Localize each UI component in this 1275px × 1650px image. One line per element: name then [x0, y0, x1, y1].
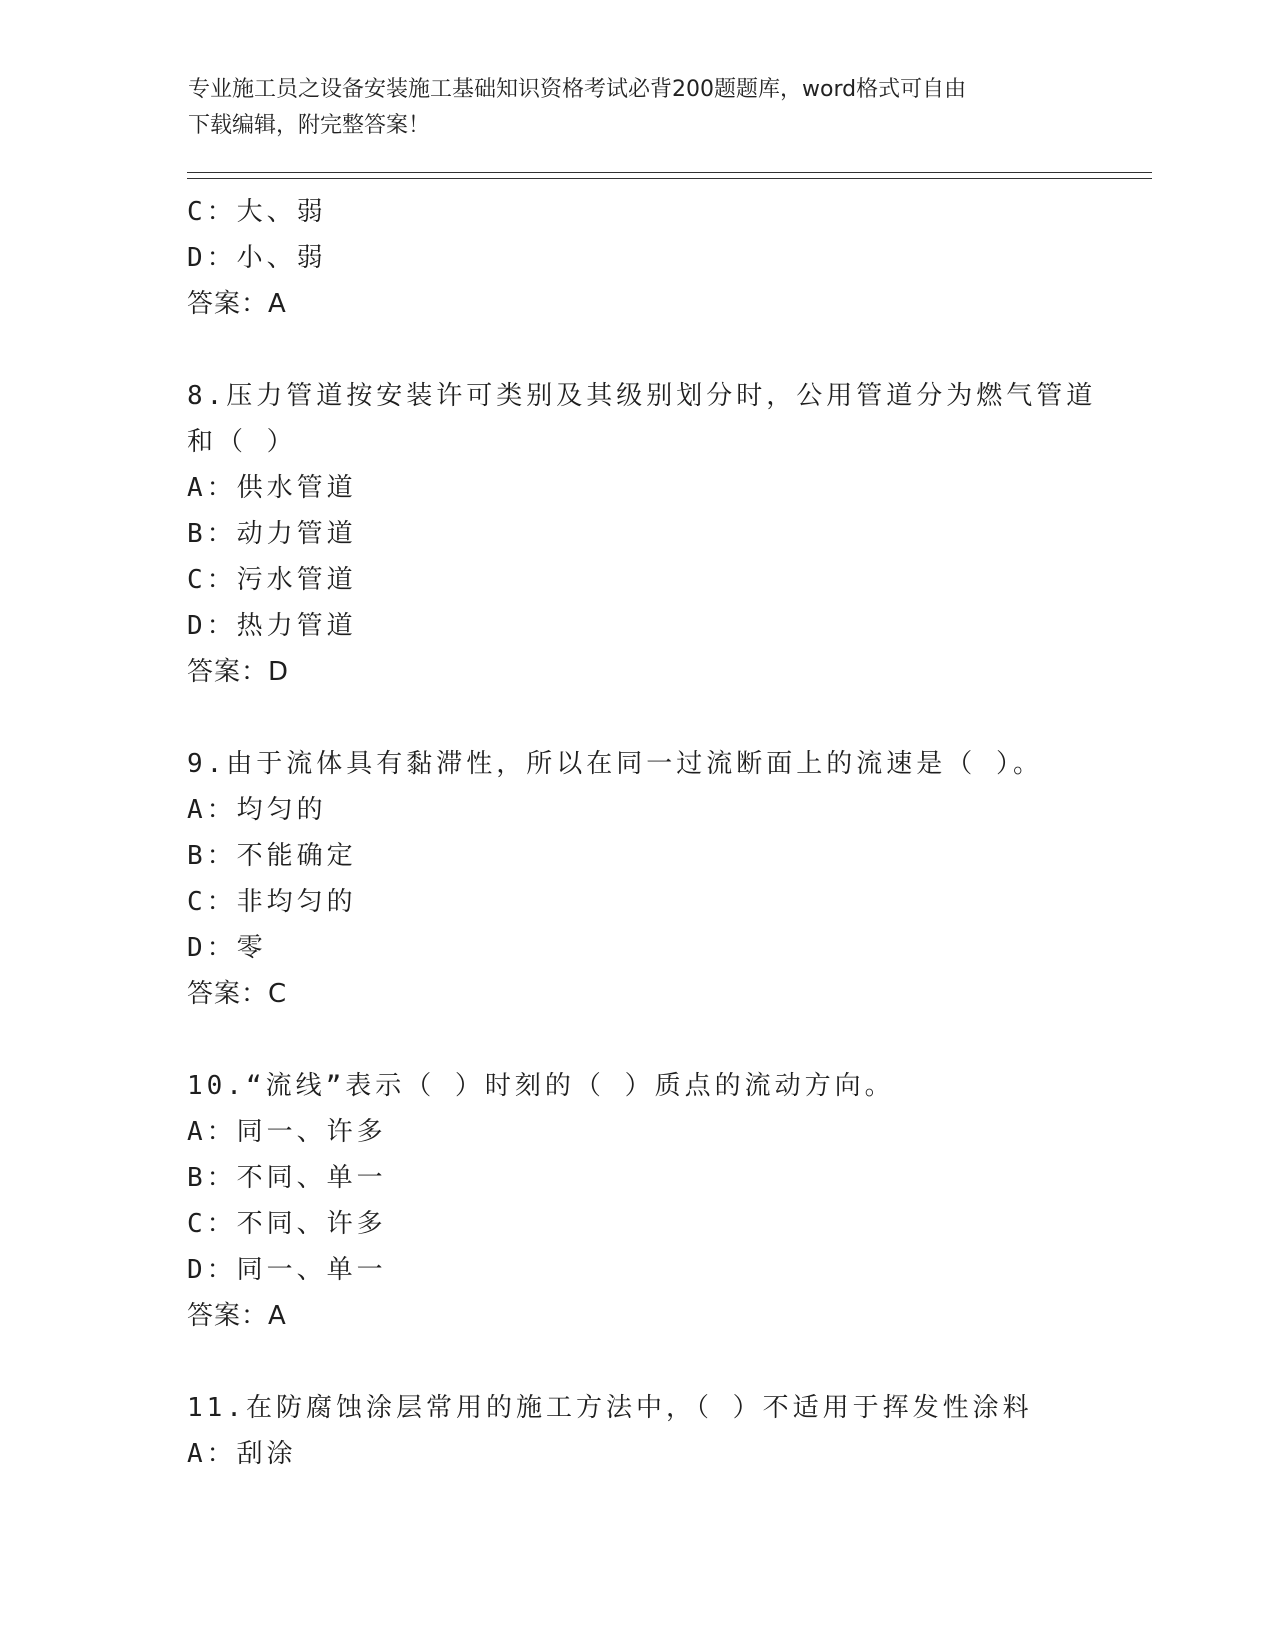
question-stem-continued: 和（ ）: [187, 427, 297, 457]
option-c: C：大、弱: [187, 197, 327, 227]
option-d: D：零: [187, 933, 267, 963]
option-b: B：动力管道: [187, 519, 357, 549]
question-8: [187, 373, 1147, 695]
question-stem: 10.“流线”表示（ ）时刻的（ ）质点的流动方向。: [187, 1071, 895, 1101]
header-rule-top: [187, 172, 1152, 173]
question-stem: 11.在防腐蚀涂层常用的施工方法中，（ ）不适用于挥发性涂料: [187, 1393, 1033, 1423]
document-header: [188, 72, 1088, 144]
question-9: [187, 741, 1147, 1017]
question-7-tail: [187, 189, 1147, 327]
header-line-2: 下载编辑，附完整答案！: [188, 113, 431, 138]
answer: 答案：A: [187, 289, 287, 319]
option-a: A：同一、许多: [187, 1117, 387, 1147]
option-a: A：均匀的: [187, 795, 327, 825]
answer: 答案：D: [187, 657, 290, 687]
question-stem: 8.压力管道按安装许可类别及其级别划分时，公用管道分为燃气管道: [187, 381, 1097, 411]
option-b: B：不能确定: [187, 841, 357, 871]
question-11: [187, 1385, 1147, 1477]
option-c: C：非均匀的: [187, 887, 357, 917]
answer: 答案：C: [187, 979, 288, 1009]
option-c: C：污水管道: [187, 565, 357, 595]
document-body: [187, 189, 1147, 1477]
option-d: D：热力管道: [187, 611, 357, 641]
question-10: [187, 1063, 1147, 1339]
answer: 答案：A: [187, 1301, 287, 1331]
option-d: D：同一、单一: [187, 1255, 387, 1285]
header-rule-bottom: [187, 178, 1152, 179]
option-b: B：不同、单一: [187, 1163, 387, 1193]
question-stem: 9.由于流体具有黏滞性，所以在同一过流断面上的流速是（ ）。: [187, 749, 1043, 779]
option-a: A：供水管道: [187, 473, 357, 503]
option-c: C：不同、许多: [187, 1209, 387, 1239]
option-d: D：小、弱: [187, 243, 327, 273]
option-a: A：刮涂: [187, 1439, 297, 1469]
header-line-1: 专业施工员之设备安装施工基础知识资格考试必背200题题库，word格式可自由: [188, 77, 967, 102]
